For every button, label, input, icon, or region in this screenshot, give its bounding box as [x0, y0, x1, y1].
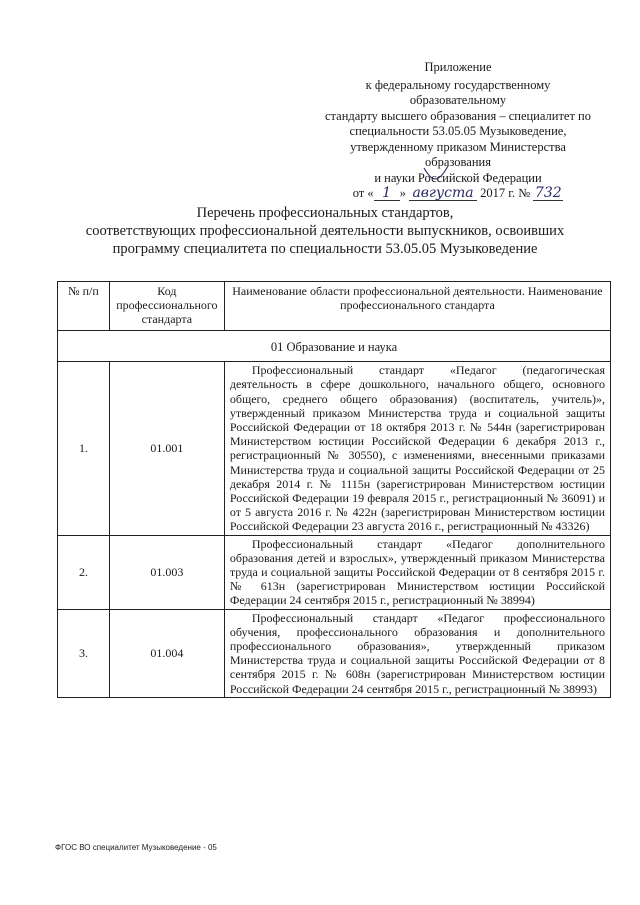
- document-title: [40, 204, 610, 258]
- row-text: Профессиональный стандарт «Педагог профессионального обучения, профессионального образования и дополнительного профессионального образования», утвержденный приказом Министерства труда и социальной защиты Российской Федерации от 8 сентября 2015 г. № 608н (зарегистрирован Министерством юстиции Российской Федерации 24 сентября 2015 г., регистрационный № 38993): [229, 610, 605, 696]
- row-text: Профессиональный стандарт «Педагог (педагогическая деятельность в сфере дошкольного, начального общего, основного общего, среднего общего образования) (воспитатель, учитель)», утвержденный приказом Министерства труда и социальной защиты Российской Федерации от 18 октября 2013 г. № 544н (зарегистрирован Министерством юстиции Российской Федерации 6 декабря 2013 г., регистрационный № 30550), с изменениями, внесенными приказами Министерства труда и социальной защиты Российской Федерации от 25 декабря 2014 г. № 1115н (зарегистрирован Министерством юстиции Российской Федерации 19 февраля 2015 г., регистрационный № 36091) и от 5 августа 2016 г. № 422н (зарегистрирован Министерством юстиции Российской Федерации 23 августа 2016 г., регистрационный № 43326): [229, 363, 605, 534]
- table-row: [58, 362, 611, 535]
- page-footer: ФГОС ВО специалитет Музыковедение - 05: [55, 843, 217, 852]
- appendix-line-4: утвержденному приказом Министерства образования: [350, 139, 566, 169]
- appendix-line-3: специальности 53.05.05 Музыковедение,: [349, 124, 567, 138]
- section-row: [58, 331, 611, 362]
- table-header-row: [58, 282, 611, 331]
- header-num: № п/п: [58, 282, 110, 331]
- appendix-line-5: и науки Российской Федерации: [374, 170, 542, 185]
- row-description: [224, 609, 610, 697]
- title-line-1: Перечень профессиональных стандартов,: [196, 205, 454, 221]
- standards-table: [57, 281, 611, 698]
- date-month: августа: [409, 187, 477, 201]
- row-text: Профессиональный стандарт «Педагог дополнительного образования детей и взрослых», утвержденный приказом Министерства труда и социальной защиты Российской Федерации от 8 сентября 2015 г. № 613н (зарегистрирован Министерством юстиции Российской Федерации 24 сентября 2015 г., регистрационный № 38994): [229, 536, 605, 608]
- appendix-date-line: [318, 186, 598, 202]
- date-day: 1: [374, 187, 400, 201]
- date-prefix: от «: [352, 186, 374, 200]
- row-code: 01.001: [109, 362, 224, 535]
- row-code: 01.004: [109, 609, 224, 697]
- row-num: 3.: [58, 609, 110, 697]
- order-number: 732: [534, 185, 562, 201]
- row-description: [224, 535, 610, 609]
- section-title: 01 Образование и наука: [58, 331, 611, 362]
- table-row: [58, 609, 611, 697]
- title-line-3: программу специалитета по специальности 53.05.05 Музыковедение: [112, 241, 538, 257]
- header-code: Код профессионального стандарта: [109, 282, 224, 331]
- appendix-line-2: стандарту высшего образования – специалитет по: [324, 108, 591, 123]
- appendix-heading: Приложение: [424, 60, 492, 74]
- title-line-2: соответствующих профессиональной деятельности выпускников, освоивших: [85, 223, 565, 239]
- appendix-block: [318, 60, 598, 202]
- header-name: Наименование области профессиональной деятельности. Наименование профессионального стандарта: [224, 282, 610, 331]
- date-mid: »: [399, 186, 406, 200]
- row-code: 01.003: [109, 535, 224, 609]
- appendix-line-1: к федеральному государственному образовательному: [365, 77, 551, 107]
- row-num: 1.: [58, 362, 110, 535]
- table-row: [58, 535, 611, 609]
- date-year: 2017 г. №: [480, 186, 531, 200]
- handwritten-flourish-icon: [422, 164, 452, 186]
- row-description: [224, 362, 610, 535]
- row-num: 2.: [58, 535, 110, 609]
